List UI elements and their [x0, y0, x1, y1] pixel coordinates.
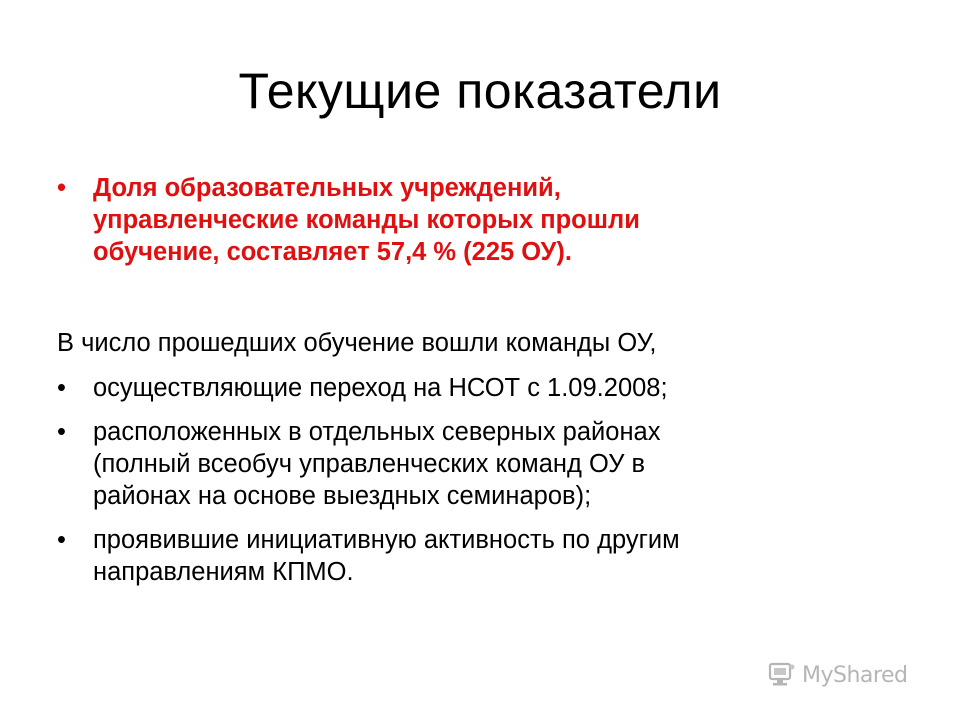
bullet-marker: • [57, 374, 66, 402]
list-item-text: проявившие инициативную активность по другим направлениям КПМО. [93, 526, 680, 586]
slide-title: Текущие показатели [238, 63, 722, 119]
watermark [768, 658, 928, 692]
bullet-marker: • [57, 174, 66, 202]
list-item-text: расположенных в отдельных северных районах (полный всеобуч управленческих команд ОУ в районах на основе выездных семинаров); [93, 418, 661, 510]
bullet-marker: • [57, 526, 66, 554]
list-item [57, 524, 857, 588]
bullet-marker: • [57, 418, 66, 446]
list-item-text: осуществляющие переход на НСОТ с 1.09.2008; [93, 374, 668, 402]
highlight-bullet [57, 172, 857, 268]
watermark-text: MyShared [802, 662, 908, 688]
list-item [57, 416, 857, 512]
highlight-bullet-text: Доля образовательных учреждений, управленческие команды которых прошли обучение, составляет 57,4 % (225 ОУ). [93, 174, 640, 266]
intro-text: В число прошедших обучение вошли команды ОУ, [57, 329, 657, 357]
list-item [57, 372, 857, 404]
mysharedlogo-icon [768, 661, 796, 689]
